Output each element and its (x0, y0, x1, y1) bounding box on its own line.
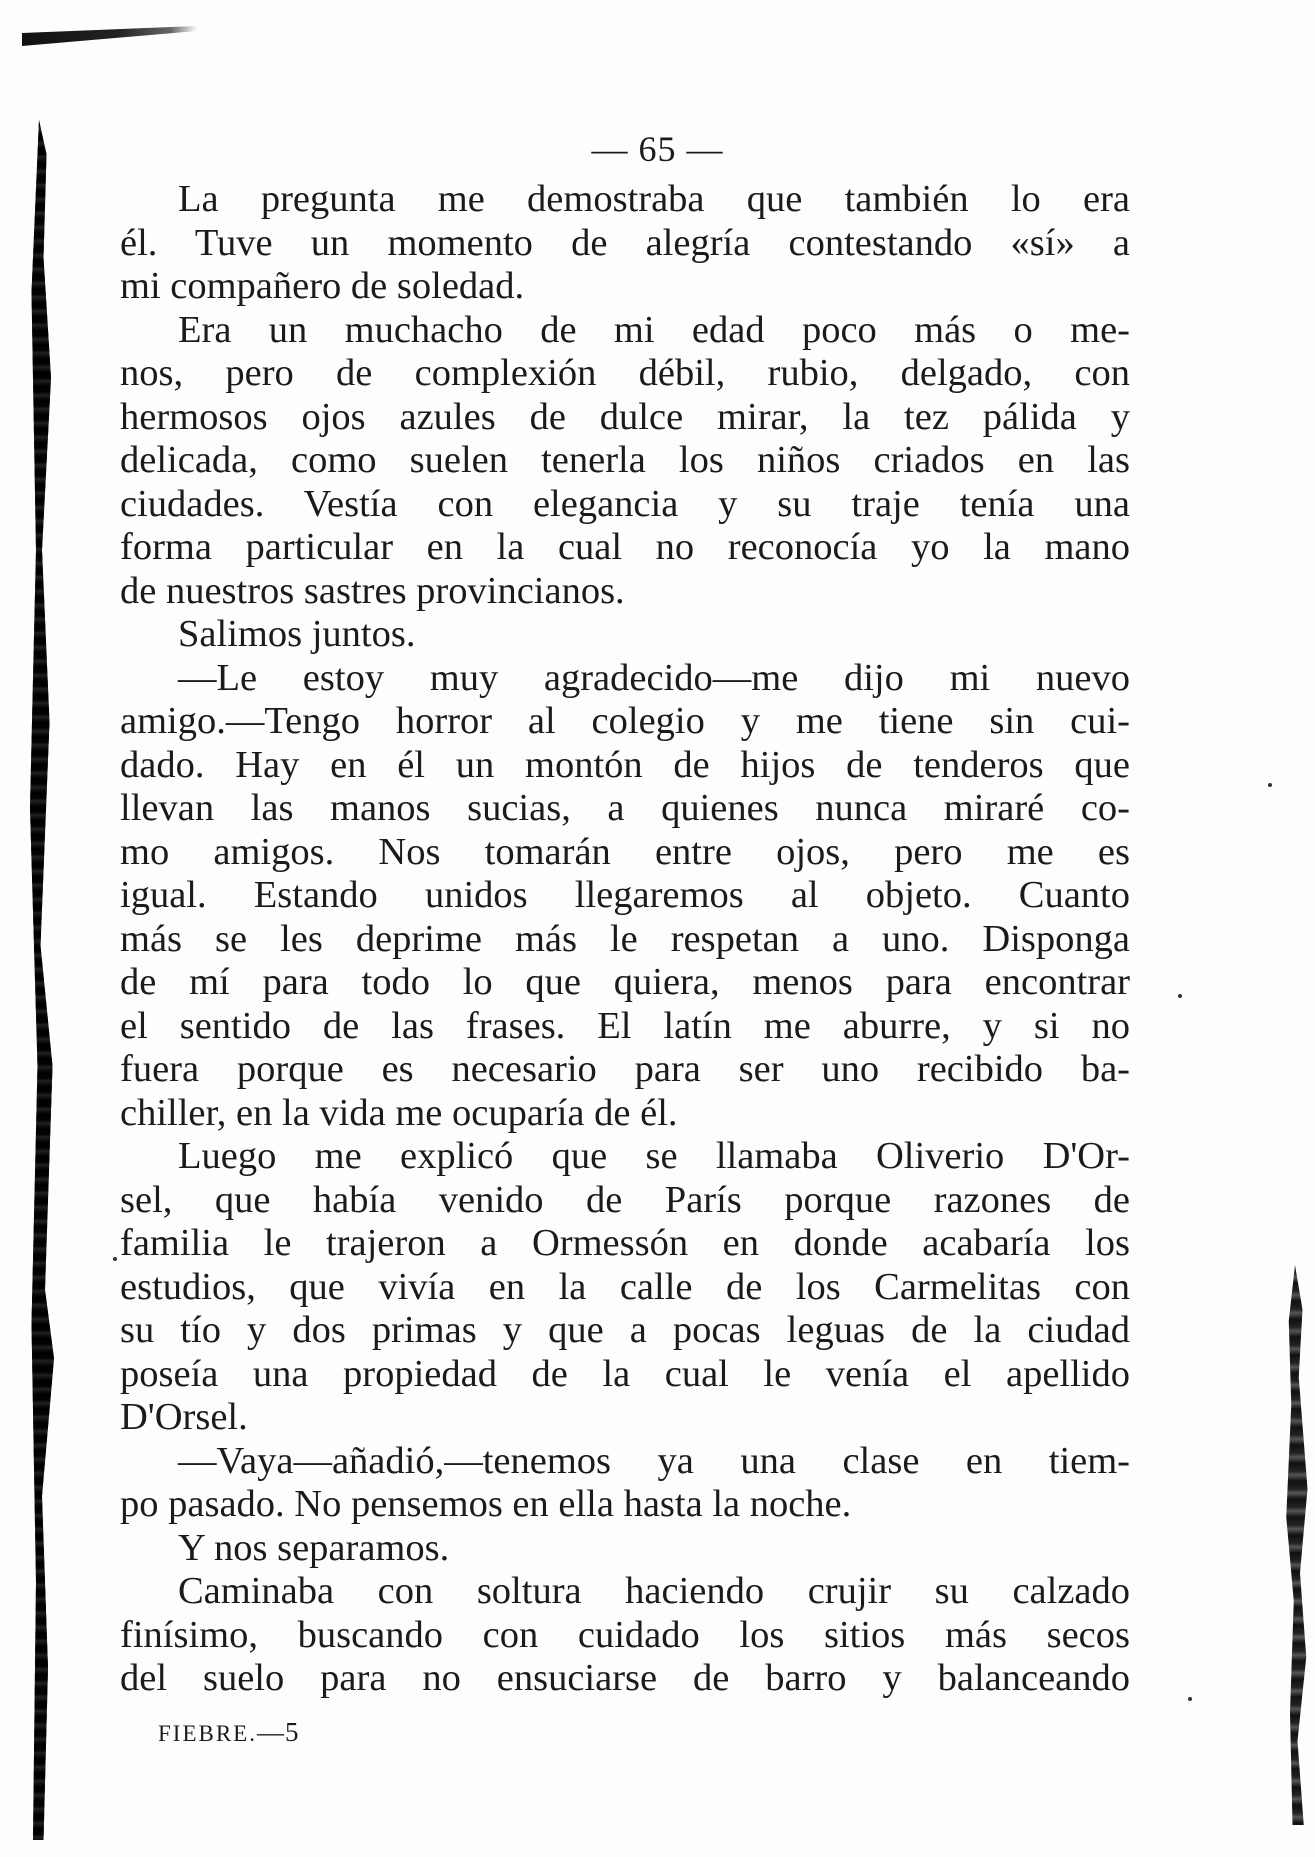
text-line: Luego me explicó que se llamaba Oliverio D'Or- (178, 1135, 1130, 1177)
text-line: igual. Estando unidos llegaremos al objeto. Cuanto (120, 874, 1130, 916)
text-line: del suelo para no ensuciarse de barro y balanceando (120, 1657, 1130, 1699)
text-line: poseía una propiedad de la cual le venía el apellido (120, 1352, 1130, 1395)
signature-number: —5 (256, 1717, 300, 1747)
text-line: hermosos ojos azules de dulce mirar, la tez pálida y (120, 395, 1130, 438)
binding-shadow-right (1285, 1265, 1310, 1825)
text-line: Era un muchacho de mi edad poco más o me- (178, 308, 1130, 351)
text-line: ciudades. Vestía con elegancia y su traje tenía una (120, 482, 1130, 525)
text-line: finísimo, buscando con cuidado los sitios más secos (120, 1613, 1130, 1656)
text-line: familia le trajeron a Ormessón en donde acabaría los (120, 1222, 1130, 1264)
text-line: forma particular en la cual no reconocía yo la mano (120, 526, 1130, 568)
text-line: mi compañero de soledad. (120, 265, 525, 307)
text-line: delicada, como suelen tenerla los niños criados en las (120, 439, 1130, 481)
text-line: fuera porque es necesario para ser uno recibido ba- (120, 1048, 1130, 1090)
speck (1188, 1697, 1192, 1701)
text-line: amigo.—Tengo horror al colegio y me tiene sin cui- (120, 700, 1130, 742)
text-line: nos, pero de complexión débil, rubio, delgado, con (120, 352, 1130, 394)
text-line: dado. Hay en él un montón de hijos de tenderos que (120, 743, 1130, 786)
text-line: llevan las manos sucias, a quienes nunca miraré co- (120, 787, 1130, 829)
text-line: Salimos juntos. (178, 613, 416, 655)
binding-shadow-left (30, 120, 60, 1840)
text-line: más se les deprime más le respetan a uno. Disponga (120, 917, 1130, 960)
text-line: su tío y dos primas y que a pocas leguas de la ciudad (120, 1309, 1130, 1351)
text-line: de nuestros sastres provincianos. (120, 569, 625, 612)
text-line: D'Orsel. (120, 1396, 248, 1438)
speck (1178, 994, 1182, 998)
text-line: de mí para todo lo que quiera, menos para encontrar (120, 961, 1130, 1003)
signature-mark (158, 1717, 299, 1748)
text-line: —Le estoy muy agradecido—me dijo mi nuevo (178, 656, 1130, 699)
signature-title: FIEBRE. (158, 1721, 257, 1746)
text-line: sel, que había venido de París porque razones de (120, 1178, 1130, 1221)
text-line: po pasado. No pensemos en ella hasta la noche. (120, 1483, 852, 1525)
scan-corner-mark (22, 26, 197, 46)
speck (113, 1257, 117, 1261)
text-line: el sentido de las frases. El latín me aburre, y si no (120, 1004, 1130, 1047)
text-line: chiller, en la vida me ocuparía de él. (120, 1091, 678, 1134)
text-line: —Vaya—añadió,—tenemos ya una clase en tiem- (178, 1439, 1130, 1482)
page-number: — 65 — (591, 129, 724, 169)
text-line: Caminaba con soltura haciendo crujir su calzado (178, 1570, 1130, 1612)
text-line: estudios, que vivía en la calle de los Carmelitas con (120, 1265, 1130, 1308)
body-text (120, 178, 1130, 1701)
text-line: él. Tuve un momento de alegría contestando «sí» a (120, 221, 1130, 264)
text-line: Y nos separamos. (178, 1526, 450, 1569)
speck (1268, 783, 1272, 787)
text-line: La pregunta me demostraba que también lo era (178, 178, 1130, 220)
text-line: mo amigos. Nos tomarán entre ojos, pero me es (120, 830, 1130, 873)
